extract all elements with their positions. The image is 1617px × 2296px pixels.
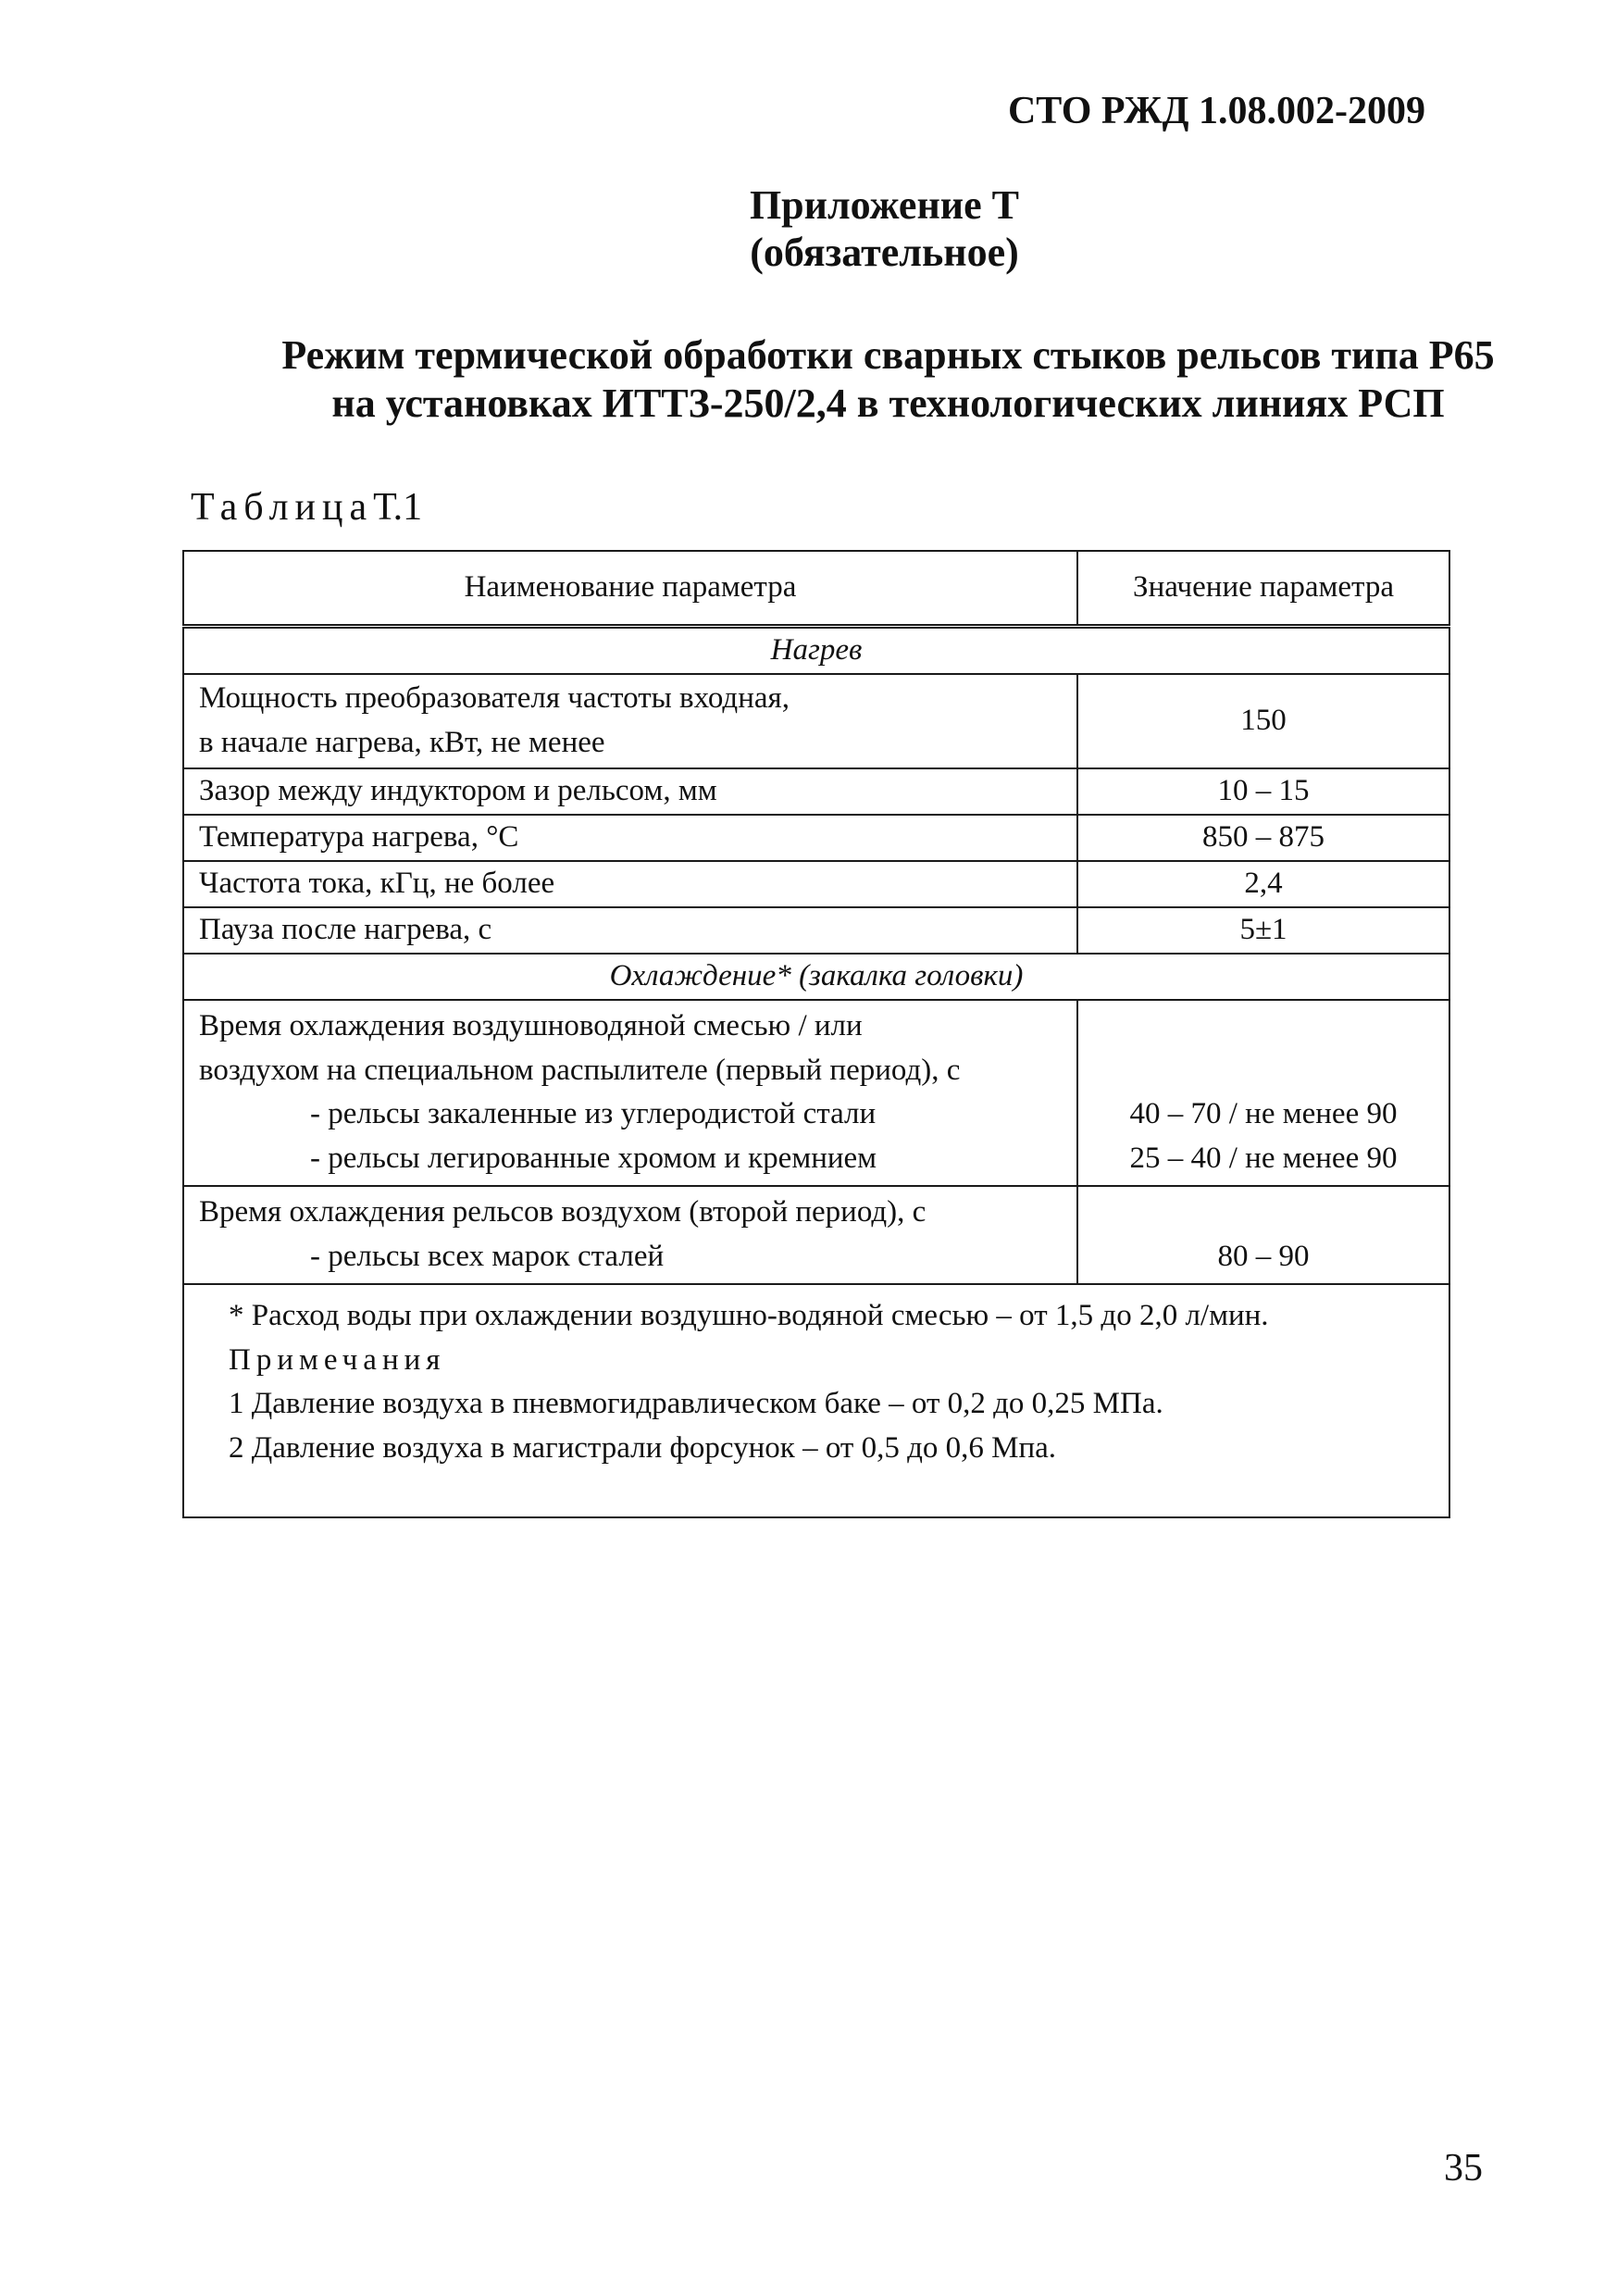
param-name: Зазор между индуктором и рельсом, мм — [183, 768, 1077, 815]
notes-title: Примечания — [229, 1342, 446, 1377]
section-label-cooling: Охлаждение* (закалка головки) — [183, 954, 1449, 1000]
table-row — [183, 1186, 1449, 1284]
page-number: 35 — [1444, 2147, 1483, 2190]
table-footnote — [183, 1284, 1449, 1517]
param-name: Частота тока, кГц, не более — [183, 861, 1077, 907]
param-name — [183, 1000, 1077, 1186]
param-value-line: 25 – 40 / не менее 90 — [1129, 1142, 1398, 1176]
param-sub-item: - рельсы закаленные из углеродистой стали — [310, 1097, 877, 1131]
param-name — [183, 674, 1077, 768]
param-value: 10 – 15 — [1077, 768, 1449, 815]
note-item: 1 Давление воздуха в пневмогидравлическом баке – от 0,2 до 0,25 МПа. — [229, 1387, 1163, 1421]
table-footnote-row — [183, 1284, 1449, 1517]
table-row — [183, 907, 1449, 954]
param-value — [1077, 1186, 1449, 1284]
section-label-heating: Нагрев — [183, 627, 1449, 674]
param-name-line: Мощность преобразователя частоты входная, — [199, 681, 790, 715]
param-value-line: 40 – 70 / не менее 90 — [1129, 1097, 1398, 1131]
table-row — [183, 768, 1449, 815]
param-name-line: в начале нагрева, кВт, не менее — [199, 725, 605, 759]
table-caption-number: Т.1 — [373, 486, 423, 529]
table-row — [183, 1000, 1449, 1186]
table-row — [183, 815, 1449, 861]
param-name-line: воздухом на специальном распылителе (первый период), с — [199, 1053, 961, 1087]
param-name-line: Время охлаждения рельсов воздухом (второй период), с — [199, 1195, 927, 1229]
param-value — [1077, 1000, 1449, 1186]
param-value: 850 – 875 — [1077, 815, 1449, 861]
table-header-row — [183, 551, 1449, 627]
table-caption — [191, 485, 422, 530]
param-name: Пауза после нагрева, с — [183, 907, 1077, 954]
param-sub-item: - рельсы всех марок сталей — [310, 1239, 665, 1273]
footnote-star: * Расход воды при охлаждении воздушно-водяной смесью – от 1,5 до 2,0 л/мин. — [229, 1298, 1269, 1332]
param-value: 150 — [1077, 674, 1449, 768]
param-name-line: Время охлаждения воздушноводяной смесью / или — [199, 1008, 863, 1042]
section-row-heating — [183, 627, 1449, 674]
table-row — [183, 861, 1449, 907]
param-name — [183, 1186, 1077, 1284]
param-value: 2,4 — [1077, 861, 1449, 907]
document-code: СТО РЖД 1.08.002-2009 — [1007, 90, 1425, 132]
param-name: Температура нагрева, °С — [183, 815, 1077, 861]
section-heading-line-1: Режим термической обработки сварных стыков рельсов типа Р65 — [281, 332, 1495, 378]
column-header-value: Значение параметра — [1077, 551, 1449, 627]
table-row — [183, 674, 1449, 768]
appendix-kind: (обязательное) — [750, 230, 1019, 275]
section-heading-line-2: на установках ИТТЗ-250/2,4 в технологических линиях РСП — [331, 381, 1445, 426]
table-caption-label: Таблица — [191, 486, 374, 529]
param-sub-item: - рельсы легированные хромом и кремнием — [310, 1142, 877, 1176]
section-row-cooling — [183, 954, 1449, 1000]
parameters-table — [182, 550, 1450, 1518]
param-value: 5±1 — [1077, 907, 1449, 954]
appendix-title: Приложение Т — [749, 182, 1020, 228]
column-header-name: Наименование параметра — [183, 551, 1077, 627]
note-item: 2 Давление воздуха в магистрали форсунок – от 0,5 до 0,6 Мпа. — [229, 1431, 1057, 1466]
param-value-line: 80 – 90 — [1217, 1239, 1310, 1273]
